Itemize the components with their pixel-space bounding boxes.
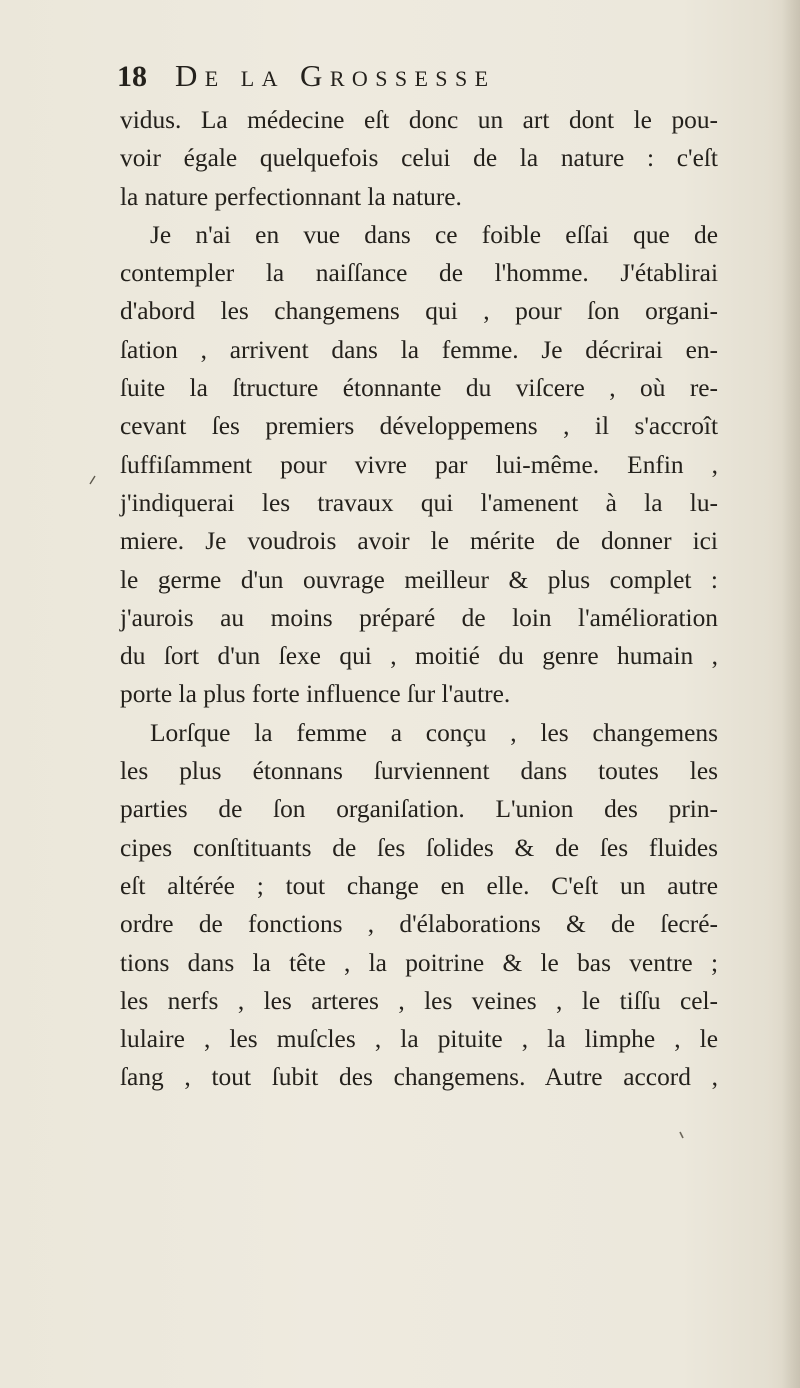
text-line: eſt altérée ; tout change en elle. C'eſt un autre [120,871,718,900]
text-line: vidus. La médecine eſt donc un art dont le pou- [120,106,718,134]
text-line: Je n'ai en vue dans ce foible eſſai que de [150,220,718,249]
text-line: ordre de fonctions , d'élaborations & de ſecré- [120,910,718,939]
text-line: parties de ſon organiſation. L'union des prin- [120,795,718,824]
text-line: le germe d'un ouvrage meilleur & plus complet : [120,565,718,594]
text-line: contempler la naiſſance de l'homme. J'établirai [120,259,718,288]
text-line: ſang , tout ſubit des changemens. Autre accord , [120,1063,718,1092]
text-line: les plus étonnans ſurviennent dans toutes les [120,757,718,786]
text-line: les nerfs , les arteres , les veines , le tiſſu cel- [120,986,718,1015]
page-edge-shadow [782,0,800,1388]
ink-speck [678,1130,686,1140]
text-line: tions dans la tête , la poitrine & le bas ventre ; [120,948,718,977]
text-line: j'indiquerai les travaux qui l'amenent à la lu- [120,488,718,517]
text-line: ſation , arrivent dans la femme. Je décrirai en- [120,335,718,364]
text-line: voir égale quelquefois celui de la nature : c'eſt [120,144,718,173]
text-line: cipes conſtituants de ſes ſolides & de ſes fluides [120,833,718,862]
running-title: De la Grossesse [175,58,496,93]
ink-speck [89,475,97,485]
page-number: 18 [117,60,147,93]
text-line: Lorſque la femme a conçu , les changemens [150,718,718,747]
text-line: du ſort d'un ſexe qui , moitié du genre humain , [120,642,718,671]
text-line: ſuite la ſtructure étonnante du viſcere , où re- [120,374,718,403]
text-line: d'abord les changemens qui , pour ſon organi- [120,297,718,326]
text-line: lulaire , les muſcles , la pituite , la limphe , le [120,1025,718,1054]
text-line: la nature perfectionnant la nature. [120,182,462,211]
body-text [120,101,718,1097]
text-line: cevant ſes premiers développemens , il s'accroît [120,412,718,441]
page-header [117,58,617,98]
text-line: porte la plus forte influence ſur l'autre. [120,680,511,709]
text-line: j'aurois au moins préparé de loin l'amélioration [120,603,718,632]
text-line: ſuffiſamment pour vivre par lui-même. Enfin , [120,450,718,479]
text-line: miere. Je voudrois avoir le mérite de donner ici [120,527,718,556]
